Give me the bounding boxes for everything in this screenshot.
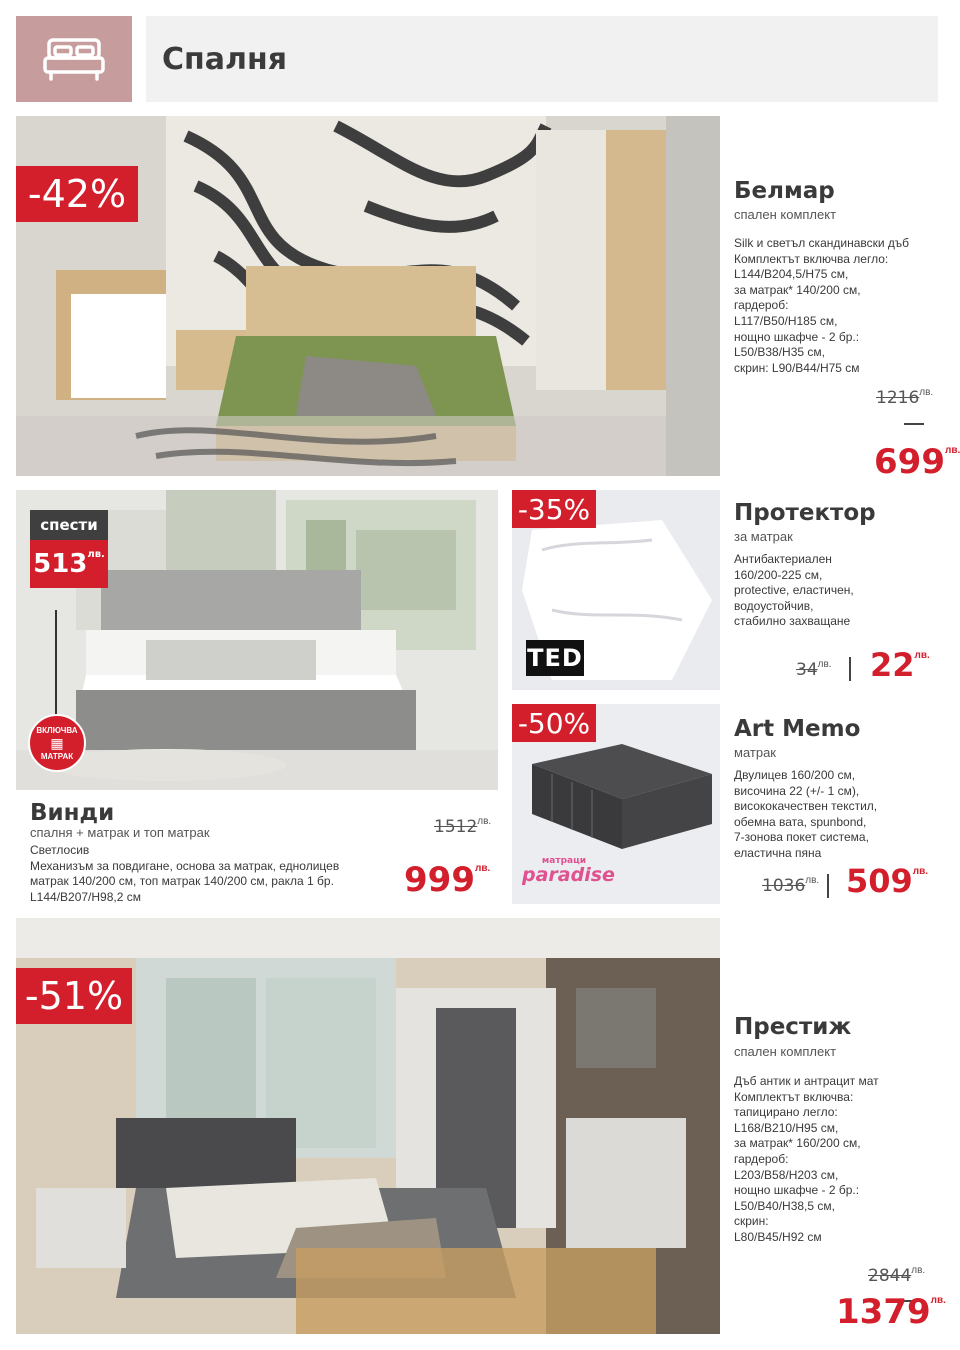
mattress-icon: ▦ bbox=[50, 734, 64, 751]
artmemo-discount-badge: -50% bbox=[512, 704, 596, 742]
artmemo-title: Art Memo bbox=[734, 716, 861, 742]
new-price-currency: лв. bbox=[912, 866, 929, 877]
desc-line: за матрак* 160/200 см, bbox=[734, 1136, 861, 1151]
old-price-value: 1036 bbox=[762, 876, 806, 896]
new-price-currency: лв. bbox=[944, 445, 960, 456]
old-price-value: 1216 bbox=[876, 388, 920, 408]
desc-line: L80/B45/H92 см bbox=[734, 1229, 822, 1244]
belmar-new-price bbox=[874, 442, 960, 482]
desc-line: нощно шкафче - 2 бр.: bbox=[734, 329, 860, 344]
protector-description bbox=[734, 552, 854, 630]
new-price-currency: лв. bbox=[474, 863, 491, 874]
belmar-subtitle: спален комплект bbox=[734, 207, 837, 222]
desc-line: височина 22 (+/- 1 см), bbox=[734, 783, 860, 798]
page-title: Спалня bbox=[162, 42, 287, 77]
new-price-value: 22 bbox=[870, 646, 915, 684]
prestige-title: Престиж bbox=[734, 1014, 852, 1040]
desc-line: L144/B207/H98,2 см bbox=[30, 889, 141, 904]
price-separator bbox=[904, 423, 924, 425]
vindi-title: Винди bbox=[30, 800, 115, 826]
desc-line: Светлосив bbox=[30, 843, 90, 857]
vindi-save-badge bbox=[30, 510, 108, 588]
paradise-logo bbox=[522, 856, 615, 892]
desc-line: Комплектът включва легло: bbox=[734, 251, 889, 266]
header-bar bbox=[146, 16, 938, 102]
old-price-currency: лв. bbox=[817, 659, 832, 670]
paradise-logo-big: paradise bbox=[522, 864, 615, 886]
desc-line: L203/B58/H203 см, bbox=[734, 1167, 839, 1182]
desc-line: стабилно захващане bbox=[734, 614, 851, 629]
desc-line: Двулицев 160/200 см, bbox=[734, 768, 856, 782]
old-price-currency: лв. bbox=[805, 875, 820, 886]
sticker-bottom-text: МАТРАК bbox=[40, 751, 74, 761]
save-currency: лв. bbox=[87, 548, 105, 560]
desc-line: обемна вата, spunbond, bbox=[734, 814, 867, 829]
desc-line: еластична пяна bbox=[734, 845, 822, 860]
desc-line: матрак 140/200 см, топ матрак 140/200 см, ракла 1 бр. bbox=[30, 874, 334, 889]
sticker-top-text: ВКЛЮЧВА bbox=[36, 725, 78, 735]
bed-icon bbox=[41, 36, 107, 82]
desc-line: за матрак* 140/200 см, bbox=[734, 282, 861, 297]
protector-discount-badge: -35% bbox=[512, 490, 596, 528]
prestige-subtitle: спален комплект bbox=[734, 1044, 837, 1059]
prestige-discount-badge: -51% bbox=[16, 968, 132, 1024]
desc-line: гардероб: bbox=[734, 298, 789, 313]
artmemo-new-price bbox=[846, 862, 928, 900]
header-icon-box bbox=[16, 16, 132, 102]
belmar-title: Белмар bbox=[734, 178, 835, 204]
protector-title: Протектор bbox=[734, 500, 876, 526]
vindi-subtitle: спалня + матрак и топ матрак bbox=[30, 825, 210, 840]
price-separator bbox=[849, 657, 851, 681]
old-price-currency: лв. bbox=[911, 1265, 926, 1276]
desc-line: L144/B204,5/H75 см, bbox=[734, 267, 849, 282]
desc-line: висококачествен текстил, bbox=[734, 799, 878, 814]
desc-line: L168/B210/H95 см, bbox=[734, 1120, 839, 1135]
desc-line: Механизъм за повдигане, основа за матрак, еднолицев bbox=[30, 858, 340, 873]
new-price-value: 699 bbox=[874, 442, 945, 482]
protector-subtitle: за матрак bbox=[734, 529, 793, 544]
new-price-currency: лв. bbox=[930, 1295, 946, 1306]
prestige-description bbox=[734, 1074, 879, 1246]
save-value-row bbox=[30, 540, 108, 588]
includes-mattress-sticker bbox=[28, 714, 86, 772]
save-label: спести bbox=[30, 510, 108, 540]
desc-line: protective, еластичен, bbox=[734, 583, 854, 598]
price-separator bbox=[827, 874, 829, 898]
new-price-value: 999 bbox=[404, 860, 475, 900]
save-value: 513 bbox=[33, 549, 88, 579]
desc-line: L117/B50/H185 см, bbox=[734, 313, 838, 328]
desc-line: водоустойчив, bbox=[734, 598, 814, 613]
old-price-value: 2844 bbox=[868, 1266, 912, 1286]
prestige-old-price bbox=[868, 1266, 925, 1286]
artmemo-old-price bbox=[762, 876, 819, 896]
desc-line: Дъб антик и антрацит мат bbox=[734, 1074, 879, 1088]
desc-line: 160/200-225 см, bbox=[734, 567, 823, 582]
artmemo-description bbox=[734, 768, 877, 862]
desc-line: тапицирано легло: bbox=[734, 1105, 838, 1120]
belmar-old-price bbox=[876, 388, 933, 408]
vindi-old-price bbox=[434, 817, 491, 837]
ted-logo: TED bbox=[526, 640, 584, 676]
desc-line: гардероб: bbox=[734, 1151, 789, 1166]
desc-line: L50/B38/H35 см, bbox=[734, 345, 825, 360]
desc-line: скрин: L90/B44/H75 см bbox=[734, 360, 860, 375]
new-price-value: 1379 bbox=[836, 1292, 931, 1332]
belmar-description bbox=[734, 236, 909, 376]
old-price-currency: лв. bbox=[477, 816, 492, 827]
desc-line: скрин: bbox=[734, 1214, 769, 1229]
desc-line: L50/B40/H38,5 см, bbox=[734, 1198, 835, 1213]
old-price-currency: лв. bbox=[919, 387, 934, 398]
desc-line: Silk и светъл скандинавски дъб bbox=[734, 236, 910, 250]
old-price-value: 1512 bbox=[434, 817, 478, 837]
desc-line: Комплектът включва: bbox=[734, 1089, 854, 1104]
prestige-new-price bbox=[836, 1292, 946, 1332]
new-price-currency: лв. bbox=[914, 650, 930, 661]
vindi-description bbox=[30, 843, 339, 905]
protector-old-price bbox=[796, 660, 832, 680]
vindi-new-price bbox=[404, 860, 490, 900]
new-price-value: 509 bbox=[846, 862, 913, 900]
protector-new-price bbox=[870, 646, 930, 684]
belmar-discount-badge: -42% bbox=[16, 166, 138, 222]
desc-line: Антибактериален bbox=[734, 552, 832, 566]
desc-line: нощно шкафче - 2 бр.: bbox=[734, 1183, 860, 1198]
paradise-logo-small: матраци bbox=[541, 856, 587, 866]
artmemo-subtitle: матрак bbox=[734, 745, 776, 760]
desc-line: 7-зонова покет система, bbox=[734, 830, 869, 845]
old-price-value: 34 bbox=[796, 660, 818, 680]
